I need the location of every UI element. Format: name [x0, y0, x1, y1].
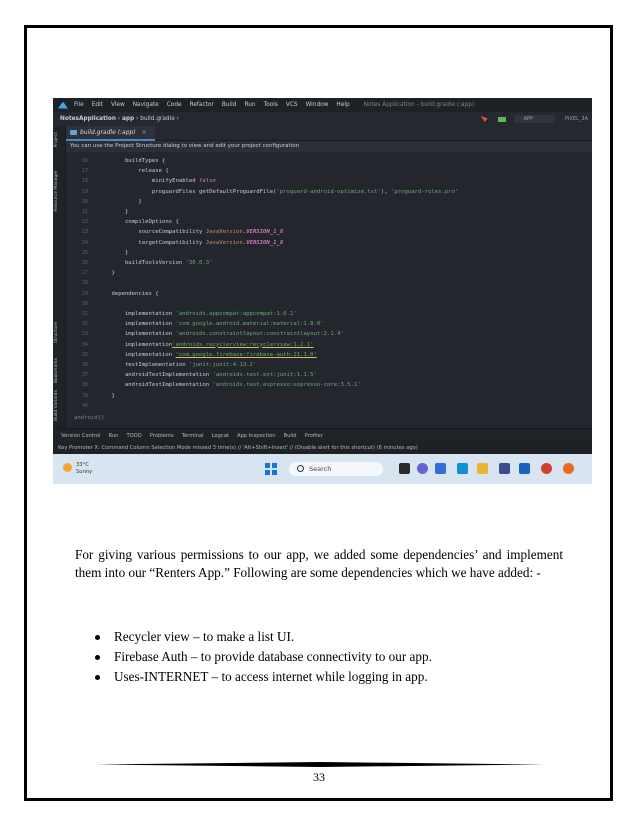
breadcrumb-file[interactable]: build.gradle [140, 116, 175, 122]
list-item: Recycler view – to make a list UI. [95, 627, 432, 647]
line-number: 35 [81, 351, 88, 358]
code-text: compileOptions { [98, 219, 179, 226]
code-line[interactable] [66, 401, 592, 411]
tool-project[interactable]: Project [54, 132, 59, 148]
tool-build[interactable]: Build [283, 433, 297, 439]
code-text: testImplementation 'junit:junit:4.13.2' [98, 362, 257, 368]
tool-version-control[interactable]: Version Control [61, 433, 101, 439]
gradle-icon [70, 130, 77, 135]
code-line[interactable] [66, 289, 592, 299]
menu-item[interactable]: Refactor [189, 102, 214, 108]
code-line[interactable] [66, 166, 592, 176]
breadcrumb-module[interactable]: app [121, 116, 135, 122]
device-select[interactable]: PIXEL_3A [565, 116, 588, 122]
list-item: Firebase Auth – to provide database connectivity to our app. [95, 647, 432, 667]
code-text: sourceCompatibility JavaVersion.VERSION_1_8 [98, 229, 284, 236]
line-number: 25 [81, 249, 88, 256]
status-bar: Key Promoter X: Command Column Selection Mode missed 3 time(s) // 'Alt+Shift+Insert' // (Disable alert for this shortcut) (6 minutes ago) [53, 443, 592, 454]
line-number: 38 [81, 382, 88, 389]
code-text: implementation'androidx.recyclerview:recyclerview:1.2.1' [98, 341, 314, 348]
file-explorer-icon[interactable] [477, 463, 488, 474]
weather-widget[interactable] [63, 462, 92, 476]
code-line[interactable] [66, 156, 592, 166]
widgets-icon[interactable] [435, 463, 446, 474]
code-line[interactable] [66, 350, 592, 360]
line-number: 30 [81, 300, 88, 307]
code-line[interactable] [66, 197, 592, 207]
temperature: 33°C [76, 462, 89, 468]
device-icon[interactable] [498, 117, 506, 122]
line-number: 32 [81, 321, 88, 328]
line-number: 24 [81, 239, 88, 246]
code-line[interactable] [66, 391, 592, 401]
code-editor[interactable] [66, 152, 592, 428]
menu-item[interactable]: Window [305, 102, 329, 108]
menu-item[interactable]: Navigate [132, 102, 159, 108]
menu-item[interactable]: Build [221, 102, 237, 108]
line-number: 39 [81, 392, 88, 399]
menu-item[interactable]: Edit [91, 102, 103, 108]
code-text: } [98, 270, 115, 277]
code-text: implementation 'androidx.appcompat:appcompat:1.6.1' [98, 311, 297, 317]
ide-menubar [53, 98, 592, 112]
window-title: Notes Application - build.gradle (:app) [363, 102, 475, 108]
hammer-icon[interactable] [481, 116, 488, 122]
line-number: 23 [81, 229, 88, 236]
line-number: 18 [81, 178, 88, 185]
code-line[interactable] [66, 268, 592, 278]
line-number: 28 [81, 280, 88, 287]
code-line[interactable] [66, 370, 592, 380]
line-number: 37 [81, 372, 88, 379]
line-number: 21 [81, 209, 88, 215]
code-text: implementation 'com.google.android.material:material:1.8.0' [98, 321, 324, 328]
edge-icon[interactable] [457, 463, 468, 474]
tool-problems[interactable]: Problems [149, 433, 174, 439]
tool-profiler[interactable]: Profiler [304, 433, 323, 439]
weather-text: Sunny [76, 469, 93, 475]
code-line[interactable] [66, 207, 592, 217]
code-line[interactable] [66, 309, 592, 319]
menu-item[interactable]: VCS [285, 102, 298, 108]
ide-screenshot [53, 98, 592, 484]
footer-divider [95, 762, 545, 767]
tool-logcat[interactable]: Logcat [211, 433, 229, 439]
code-line[interactable] [66, 248, 592, 258]
menu-item[interactable]: Help [336, 102, 350, 108]
office-icon[interactable] [541, 463, 552, 474]
line-number: 29 [81, 290, 88, 297]
line-number: 22 [81, 219, 88, 226]
code-text: } [98, 209, 129, 215]
tab-label: build.gradle (:app) [80, 129, 136, 136]
menu-item[interactable]: File [74, 102, 84, 108]
search-label: Search [309, 465, 332, 473]
tool-app-inspection[interactable]: App Inspection [236, 433, 276, 439]
line-number: 27 [81, 270, 88, 277]
code-text: implementation 'androidx.constraintlayout:constraintlayout:2.1.4' [98, 331, 344, 338]
code-line[interactable] [66, 176, 592, 186]
tool-todo[interactable]: TODO [126, 433, 142, 439]
line-number: 36 [81, 362, 88, 368]
code-line[interactable] [66, 380, 592, 390]
search-icon [297, 465, 304, 472]
code-line[interactable] [66, 238, 592, 248]
ide-navbar [53, 112, 592, 127]
tool-structure[interactable]: Structure [54, 322, 59, 343]
code-line[interactable] [66, 227, 592, 237]
code-text: implementation 'com.google.firebase:firebase-auth:21.1.0' [98, 351, 317, 358]
menu-item[interactable]: Tools [263, 102, 278, 108]
editor-footer-crumb[interactable]: android{} [74, 415, 105, 421]
code-line[interactable] [66, 258, 592, 268]
line-number: 16 [81, 158, 88, 164]
taskbar-search[interactable] [289, 462, 383, 476]
line-number: 19 [81, 188, 88, 195]
code-text: } [98, 392, 115, 399]
tool-bookmarks[interactable]: Bookmarks [54, 358, 59, 384]
code-line[interactable] [66, 299, 592, 309]
left-tool-strip [53, 126, 66, 428]
code-line[interactable] [66, 340, 592, 350]
sun-icon [63, 463, 72, 472]
info-banner: You can use the Project Structure dialog to view and edit your project configuration [66, 141, 592, 152]
menu-item[interactable]: View [110, 102, 125, 108]
code-line[interactable] [66, 360, 592, 370]
tool-build-variants[interactable]: Build Variants [54, 390, 59, 422]
chat-icon[interactable] [417, 463, 428, 474]
bottom-tool-bar [53, 428, 592, 443]
tool-resource-manager[interactable]: Resource Manager [54, 170, 59, 212]
code-text: targetCompatibility JavaVersion.VERSION_1_8 [98, 239, 284, 246]
firefox-icon[interactable] [563, 463, 574, 474]
tool-terminal[interactable]: Terminal [181, 433, 204, 439]
code-line[interactable] [66, 217, 592, 227]
run-config-select[interactable]: APP [514, 115, 555, 123]
menu-item[interactable]: Code [166, 102, 182, 108]
tool-run[interactable]: Run [108, 433, 119, 439]
code-line[interactable] [66, 329, 592, 339]
breadcrumb-project[interactable]: NotesApplication [60, 116, 116, 122]
windows-taskbar [53, 454, 592, 484]
breadcrumb: NotesApplication › app › build.gradle › [60, 116, 179, 122]
code-text: androidTestImplementation 'androidx.test.espresso:espresso-core:3.5.1' [98, 382, 361, 389]
line-number: 34 [81, 341, 88, 348]
editor-tabs [66, 126, 592, 141]
android-studio-logo-icon [58, 102, 68, 109]
task-view-icon[interactable] [399, 463, 410, 474]
code-text: release { [98, 168, 169, 175]
code-text: proguardFiles getDefaultProguardFile('proguard-android-optimize.txt'), 'proguard-rules.pro' [98, 188, 459, 195]
code-line[interactable] [66, 278, 592, 288]
list-item: Uses-INTERNET – to access internet while logging in app. [95, 667, 432, 687]
code-text: } [98, 198, 142, 205]
line-number: 33 [81, 331, 88, 338]
code-line[interactable] [66, 319, 592, 329]
code-text: } [98, 249, 129, 256]
code-text: dependencies { [98, 290, 159, 297]
page-number: 33 [313, 770, 325, 784]
body-paragraph: For giving various permissions to our app, we added some dependencies’ and implement them into our “Renters App.” Following are some dependencies which we have added: - [75, 547, 563, 581]
tab-build-gradle[interactable] [66, 126, 155, 141]
line-number: 31 [81, 311, 88, 317]
dependency-list [95, 627, 432, 687]
line-number: 26 [81, 260, 88, 266]
code-text: buildTypes { [98, 158, 166, 164]
windows-start-icon[interactable] [265, 463, 277, 475]
mail-icon[interactable] [519, 463, 530, 474]
menu-item[interactable]: Run [244, 102, 256, 108]
code-text: androidTestImplementation 'androidx.test.ext:junit:1.1.5' [98, 372, 317, 379]
close-icon[interactable]: × [141, 129, 147, 136]
code-line[interactable] [66, 187, 592, 197]
line-number: 17 [81, 168, 88, 175]
store-icon[interactable] [499, 463, 510, 474]
line-number: 20 [81, 198, 88, 205]
line-number: 40 [81, 402, 88, 409]
code-text: buildToolsVersion '30.0.3' [98, 260, 213, 266]
code-text: minifyEnabled false [98, 178, 216, 185]
